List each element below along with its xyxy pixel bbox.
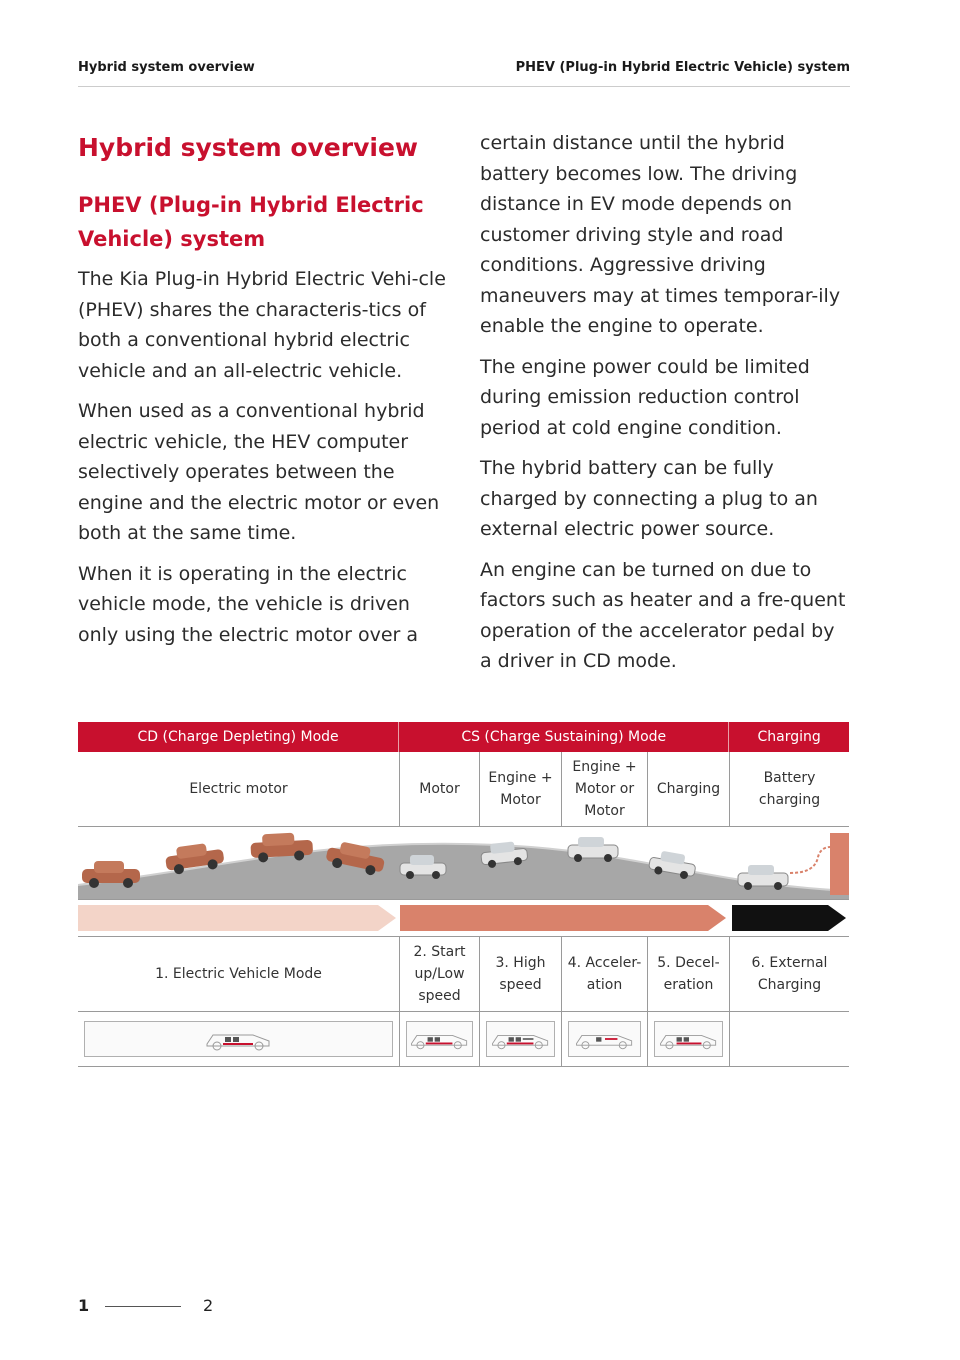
left-column (78, 128, 448, 660)
right-column (480, 128, 850, 687)
paragraph-intro: The Kia Plug-in Hybrid Electric Vehi-cle (PHEV) shares the characteris-tics of both a conventional hybrid electric vehicle and an all-electric vehicle. (78, 268, 446, 382)
power-engine-motor: Engine + Motor (479, 752, 561, 826)
chapter-number: 1 (78, 1296, 90, 1315)
power-flow-diagram-3 (486, 1021, 555, 1057)
paragraph-engine-limit: The engine power could be limited during emission reduction control period at cold engine condition. (480, 355, 810, 439)
section-heading: Hybrid system overview (78, 133, 419, 162)
paragraph-engine-on: An engine can be turned on due to factors such as heater and a fre-quent operation of the accelerator pedal by a driver in CD mode. (480, 558, 846, 672)
state-start-low-speed: 2. Start up/Low speed (399, 937, 479, 1011)
cd-mode-arrow (78, 905, 396, 931)
footer-rule (105, 1306, 181, 1307)
paragraph-ev-mode-start: When it is operating in the electric vehicle mode, the vehicle is driven only using the electric motor over a (78, 562, 419, 646)
flow-cell-1 (78, 1012, 399, 1066)
charging-station-icon (830, 833, 849, 895)
mode-arrows-svg (78, 900, 849, 936)
page-number: 2 (203, 1296, 214, 1315)
car-powerflow-icon (408, 1026, 472, 1052)
mode-arrows (78, 900, 849, 937)
power-battery-charging: Battery charging (729, 752, 849, 826)
sub-heading: PHEV (Plug-in Hybrid Electric Vehicle) system (78, 193, 424, 251)
car-9-icon (738, 865, 788, 890)
power-flow-diagram-1 (84, 1021, 393, 1057)
state-deceleration: 5. Decel-eration (647, 937, 729, 1011)
state-high-speed: 3. High speed (479, 937, 561, 1011)
power-flow-diagram-2 (406, 1021, 473, 1057)
flow-cell-6 (729, 1012, 849, 1066)
flow-cell-2 (399, 1012, 479, 1066)
car-7-icon (568, 837, 618, 862)
charging-arrow (732, 905, 846, 931)
state-external-charging: 6. External Charging (729, 937, 849, 1011)
power-flow-diagram-4 (568, 1021, 641, 1057)
flow-cell-3 (479, 1012, 561, 1066)
power-flow-row (78, 1012, 849, 1067)
power-motor: Motor (399, 752, 479, 826)
running-header-right: PHEV (Plug-in Hybrid Electric Vehicle) system (515, 60, 850, 75)
mode-cs: CS (Charge Sustaining) Mode (398, 722, 728, 752)
charging-cable (790, 847, 830, 873)
driving-road-illustration (78, 827, 849, 900)
car-powerflow-icon (657, 1026, 721, 1052)
cs-mode-arrow (400, 905, 726, 931)
power-charging: Charging (647, 752, 729, 826)
running-header-left: Hybrid system overview (78, 60, 255, 75)
power-flow-diagram-5 (654, 1021, 723, 1057)
driving-state-row (78, 937, 849, 1012)
paragraph-charging: The hybrid battery can be fully charged by connecting a plug to an external electric power source. (480, 457, 818, 540)
mode-cd: CD (Charge Depleting) Mode (137, 729, 339, 745)
mode-bar (78, 722, 849, 752)
flow-cell-4 (561, 1012, 647, 1066)
car-powerflow-icon (489, 1026, 553, 1052)
power-source-row (78, 752, 849, 827)
state-acceleration: 4. Acceler-ation (561, 937, 647, 1011)
paragraph-ev-mode-end: certain distance until the hybrid battery becomes low. The driving distance in EV mode depends on customer driving style and road conditions. Aggressive driving maneuvers may at times temporar-ily enable the engine to operate. (480, 132, 841, 337)
road-svg (78, 827, 849, 899)
power-engine-motor-or-motor: Engine + Motor or Motor (561, 752, 647, 826)
car-powerflow-icon (573, 1026, 637, 1052)
paragraph-hybrid-use: When used as a conventional hybrid electric vehicle, the HEV computer selectively operates between the engine and the electric motor or even both at the same time. (78, 400, 440, 544)
car-powerflow-icon (203, 1026, 275, 1052)
mode-charging: Charging (728, 722, 849, 752)
header-rule (78, 86, 850, 87)
state-ev-mode: 1. Electric Vehicle Mode (155, 966, 322, 982)
phev-mode-diagram (78, 722, 849, 1067)
power-electric-motor: Electric motor (189, 781, 288, 797)
flow-cell-5 (647, 1012, 729, 1066)
